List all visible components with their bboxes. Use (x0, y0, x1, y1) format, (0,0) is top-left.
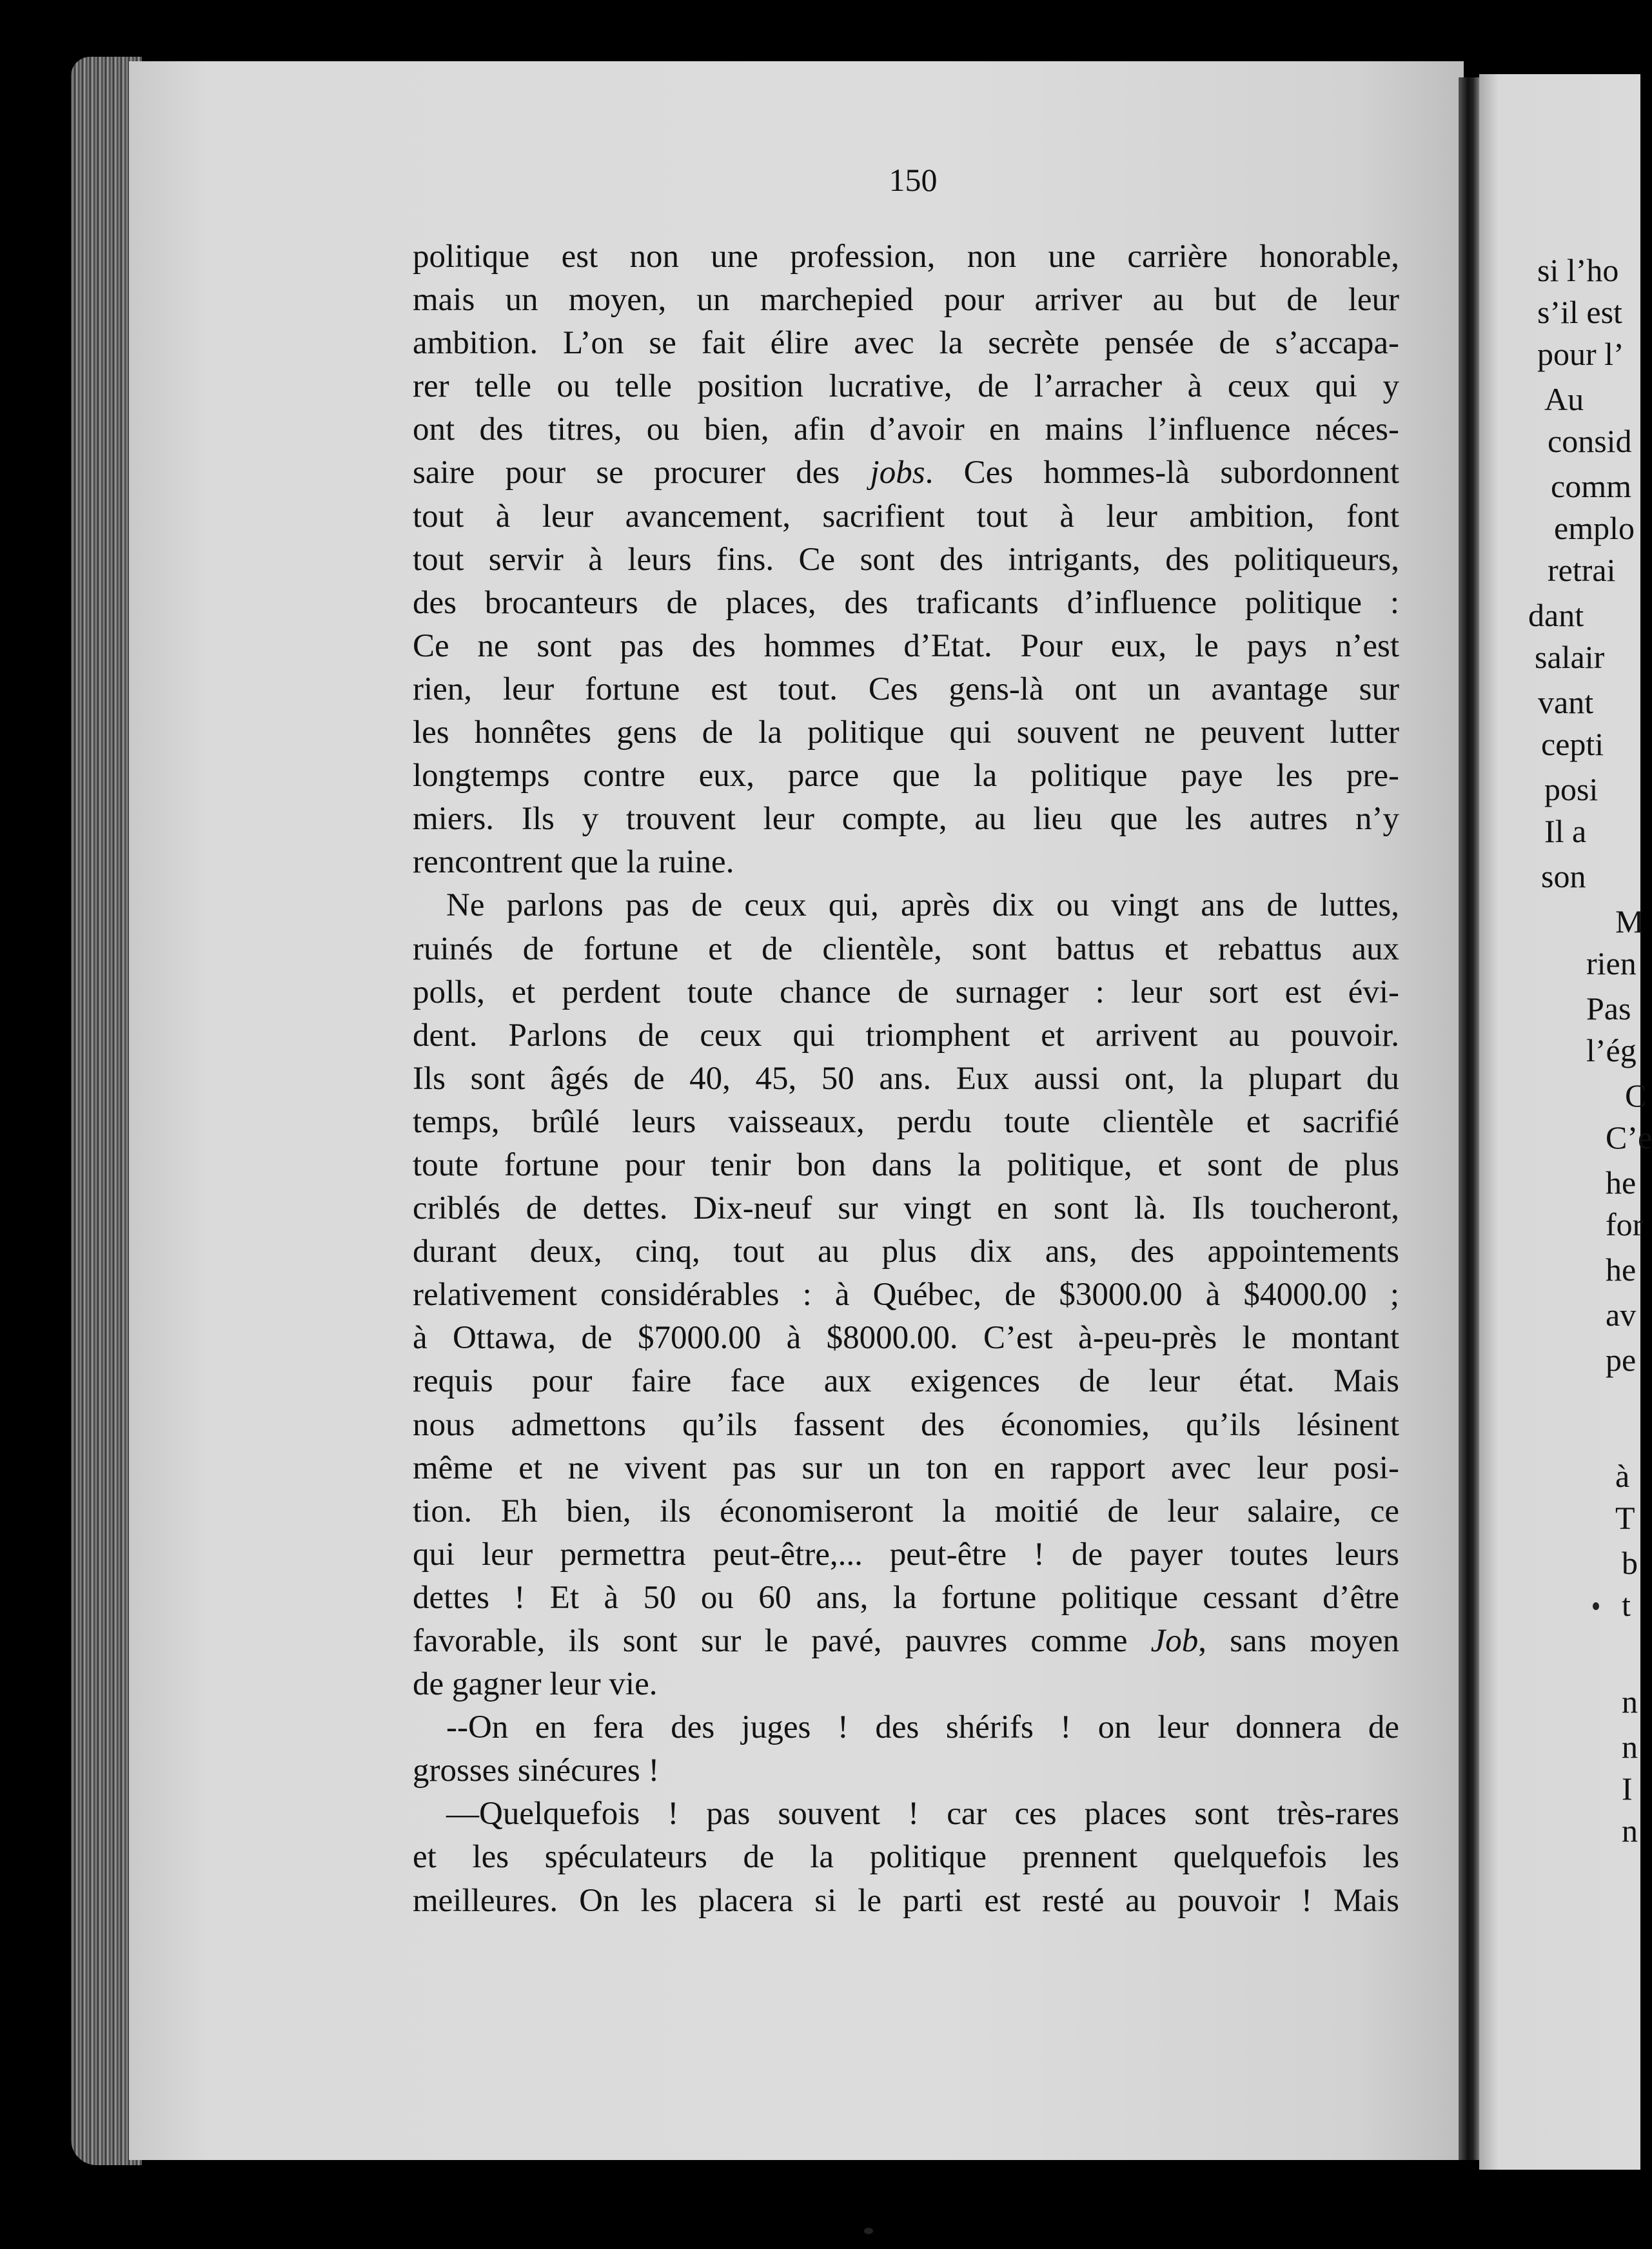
text-line: grosses sinécures ! (413, 1753, 660, 1789)
facing-text-line: vant (1538, 684, 1594, 720)
text-line: ambition. L’on se fait élire avec la secrète pensée de s’accapa- (413, 325, 1399, 362)
text-line: miers. Ils y trouvent leur compte, au lieu que les autres n’y (413, 801, 1399, 838)
text-line: relativement considérables : à Québec, de $3000.00 à $4000.00 ; (413, 1277, 1399, 1313)
facing-text-line: for (1606, 1206, 1644, 1242)
text-line: dent. Parlons de ceux qui triomphent et arrivent au pouvoir. (413, 1017, 1399, 1054)
text-line: de gagner leur vie. (413, 1666, 658, 1703)
facing-text-line: I (1622, 1771, 1633, 1807)
facing-text-line: cepti (1541, 726, 1604, 762)
facing-text-line: av (1606, 1297, 1637, 1333)
text-line: favorable, ils sont sur le pavé, pauvres comme Job, sans moyen (413, 1623, 1400, 1659)
text-line: même et ne vivent pas sur un ton en rapport avec leur posi- (413, 1449, 1399, 1486)
text-line: requis pour faire face aux exigences de leur état. Mais (413, 1363, 1399, 1400)
facing-text-line: Pas (1586, 990, 1631, 1026)
text-line: à Ottawa, de $7000.00 à $8000.00. C’est à-peu-près le montant (413, 1320, 1399, 1357)
facing-text-line: l’ég (1586, 1032, 1637, 1068)
facing-text-line: pour l’ (1537, 336, 1624, 372)
text-line: rien, leur fortune est tout. Ces gens-là ont un avantage sur (413, 671, 1399, 707)
text-line: criblés de dettes. Dix-neuf sur vingt en sont là. Ils toucheront, (413, 1190, 1399, 1227)
facing-text-line: dant (1528, 597, 1584, 633)
page-number: 150 (889, 162, 938, 198)
facing-text-line: Au (1544, 381, 1584, 417)
text-line: toute fortune pour tenir bon dans la politique, et sont de plus (413, 1146, 1399, 1183)
facing-text-line: M (1615, 903, 1644, 939)
text-line: longtemps contre eux, parce que la politique paye les pre- (413, 758, 1399, 794)
facing-text-line: si l’ho (1537, 252, 1619, 288)
facing-text-line: à (1615, 1458, 1630, 1494)
text-line: ont des titres, ou bien, afin d’avoir en mains l’influence néces- (413, 411, 1399, 448)
text-line: Ils sont âgés de 40, 45, 50 ans. Eux aussi ont, la plupart du (413, 1060, 1399, 1097)
text-line: tion. Eh bien, ils économiseront la moitié de leur salaire, ce (413, 1493, 1399, 1529)
text-line: Ne parlons pas de ceux qui, après dix ou vingt ans de luttes, (446, 887, 1399, 924)
text-line: durant deux, cinq, tout au plus dix ans, des appointements (413, 1233, 1399, 1270)
facing-text-line: n (1622, 1812, 1638, 1849)
body-text (413, 235, 1399, 1923)
text-line: ruinés de fortune et de clientèle, sont battus et rebattus aux (413, 930, 1399, 967)
facing-text-line: rien (1586, 945, 1637, 981)
text-line: des brocanteurs de places, des traficants d’influence politique : (413, 584, 1399, 621)
text-line: dettes ! Et à 50 ou 60 ans, la fortune politique cessant d’être (413, 1579, 1399, 1616)
text-line: --On en fera des juges ! des shérifs ! on leur donnera de (446, 1709, 1399, 1746)
facing-text-line: salair (1535, 639, 1605, 675)
facing-text-line: emplo (1554, 510, 1635, 546)
text-line: politique est non une profession, non une carrière honorable, (413, 239, 1399, 275)
text-line: nous admettons qu’ils fassent des économies, qu’ils lésinent (413, 1406, 1399, 1443)
text-line: qui leur permettra peut-être,... peut-être ! de payer toutes leurs (413, 1536, 1399, 1573)
facing-text-line: Il a (1544, 813, 1587, 849)
text-line: et les spéculateurs de la politique prennent quelquefois les (413, 1839, 1399, 1876)
text-line: saire pour se procurer des jobs. Ces hommes-là subordonnent (413, 455, 1400, 491)
text-line: Ce ne sont pas des hommes d’Etat. Pour eux, le pays n’est (413, 627, 1399, 664)
text-line: —Quelquefois ! pas souvent ! car ces places sont très-rares (446, 1796, 1399, 1832)
text-line: rer telle ou telle position lucrative, de l’arracher à ceux qui y (413, 368, 1399, 405)
scan-speck (1593, 1602, 1599, 1610)
facing-text-line: retrai (1548, 552, 1616, 588)
facing-text-line: pe (1606, 1342, 1637, 1378)
facing-text-line: n (1622, 1684, 1638, 1720)
text-line: les honnêtes gens de la politique qui souvent ne peuvent lutter (413, 714, 1399, 751)
text-line: rencontrent que la ruine. (413, 844, 734, 881)
facing-text-line: he (1606, 1164, 1637, 1201)
book-gutter (1459, 77, 1479, 2160)
text-line: tout à leur avancement, sacrifient tout à leur ambition, font (413, 498, 1399, 535)
facing-text-line: posi (1544, 771, 1598, 807)
text-line: polls, et perdent toute chance de surnager : leur sort est évi- (413, 974, 1399, 1010)
facing-text-line: comm (1551, 468, 1631, 504)
facing-text-line: b (1622, 1545, 1638, 1581)
text-line: tout servir à leurs fins. Ce sont des intrigants, des politiqueurs, (413, 541, 1399, 578)
facing-text-line: s’il est (1537, 294, 1622, 330)
facing-text-line: n (1622, 1729, 1638, 1765)
facing-text-line: t (1622, 1587, 1631, 1623)
facing-text-line: he (1606, 1252, 1637, 1288)
facing-text-line: son (1541, 858, 1586, 894)
facing-text-line: T (1615, 1500, 1635, 1536)
scan-speck (864, 2228, 873, 2234)
facing-text-line: C’e (1606, 1119, 1652, 1155)
facing-text-line: consid (1548, 423, 1632, 459)
text-line: meilleures. On les placera si le parti est resté au pouvoir ! Mais (413, 1882, 1399, 1919)
text-line: temps, brûlé leurs vaisseaux, perdu toute clientèle et sacrifié (413, 1103, 1399, 1140)
text-line: mais un moyen, un marchepied pour arriver au but de leur (413, 282, 1399, 319)
facing-text-line: C (1625, 1077, 1647, 1114)
